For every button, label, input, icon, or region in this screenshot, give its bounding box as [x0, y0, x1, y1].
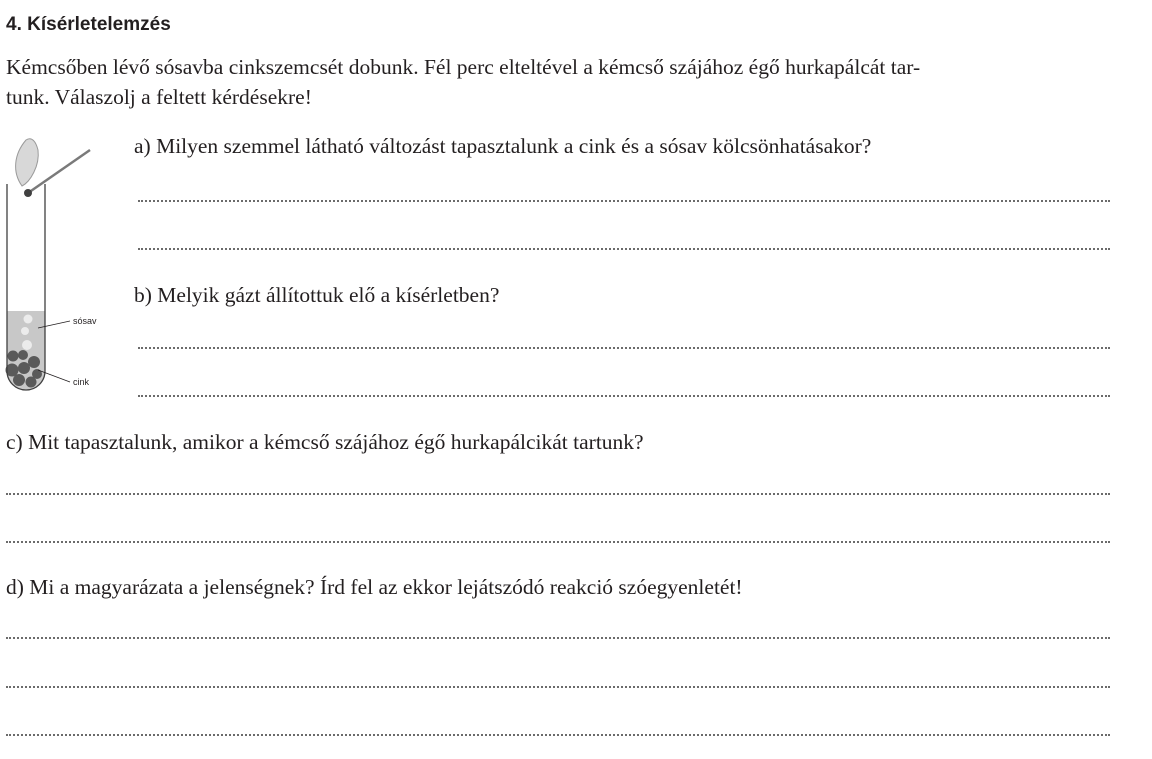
label-zinc: cink — [73, 377, 90, 387]
answer-line-b1[interactable] — [138, 347, 1110, 349]
gas-bubble — [22, 340, 32, 350]
label-acid: sósav — [73, 316, 97, 326]
zinc-granule — [8, 351, 19, 362]
splint-ember-icon — [24, 189, 32, 197]
answer-line-d1[interactable] — [6, 637, 1110, 639]
task-intro — [6, 52, 1118, 112]
intro-line-1: Kémcsőben lévő sósavba cinkszemcsét dobunk. Fél perc elteltével a kémcső szájához égő hurkapálcát tar- — [6, 55, 921, 79]
question-b: b) Melyik gázt állítottuk elő a kísérletben? — [134, 283, 500, 307]
intro-line-2: tunk. Válaszolj a feltett kérdésekre! — [6, 85, 312, 109]
zinc-granule — [18, 362, 30, 374]
question-d: d) Mi a magyarázata a jelenségnek? Írd fel az ekkor lejátszódó reakció szóegyenletét! — [6, 575, 743, 599]
answer-line-c2[interactable] — [6, 541, 1110, 543]
zinc-granule — [13, 374, 25, 386]
answer-line-c1[interactable] — [6, 493, 1110, 495]
answer-line-d3[interactable] — [6, 734, 1110, 736]
flame-icon — [16, 139, 39, 186]
question-a: a) Milyen szemmel látható változást tapasztalunk a cink és a sósav kölcsönhatásakor? — [134, 134, 872, 158]
gas-bubble — [21, 327, 29, 335]
answer-line-a1[interactable] — [138, 200, 1110, 202]
task-heading: 4. Kísérletelemzés — [6, 14, 171, 35]
zinc-granule — [28, 356, 40, 368]
zinc-granule — [26, 377, 37, 388]
answer-line-d2[interactable] — [6, 686, 1110, 688]
question-c: c) Mit tapasztalunk, amikor a kémcső szájához égő hurkapálcikát tartunk? — [6, 430, 644, 454]
gas-bubble — [24, 315, 33, 324]
answer-line-b2[interactable] — [138, 395, 1110, 397]
test-tube-illustration — [0, 126, 130, 416]
answer-line-a2[interactable] — [138, 248, 1110, 250]
zinc-granule — [18, 350, 28, 360]
